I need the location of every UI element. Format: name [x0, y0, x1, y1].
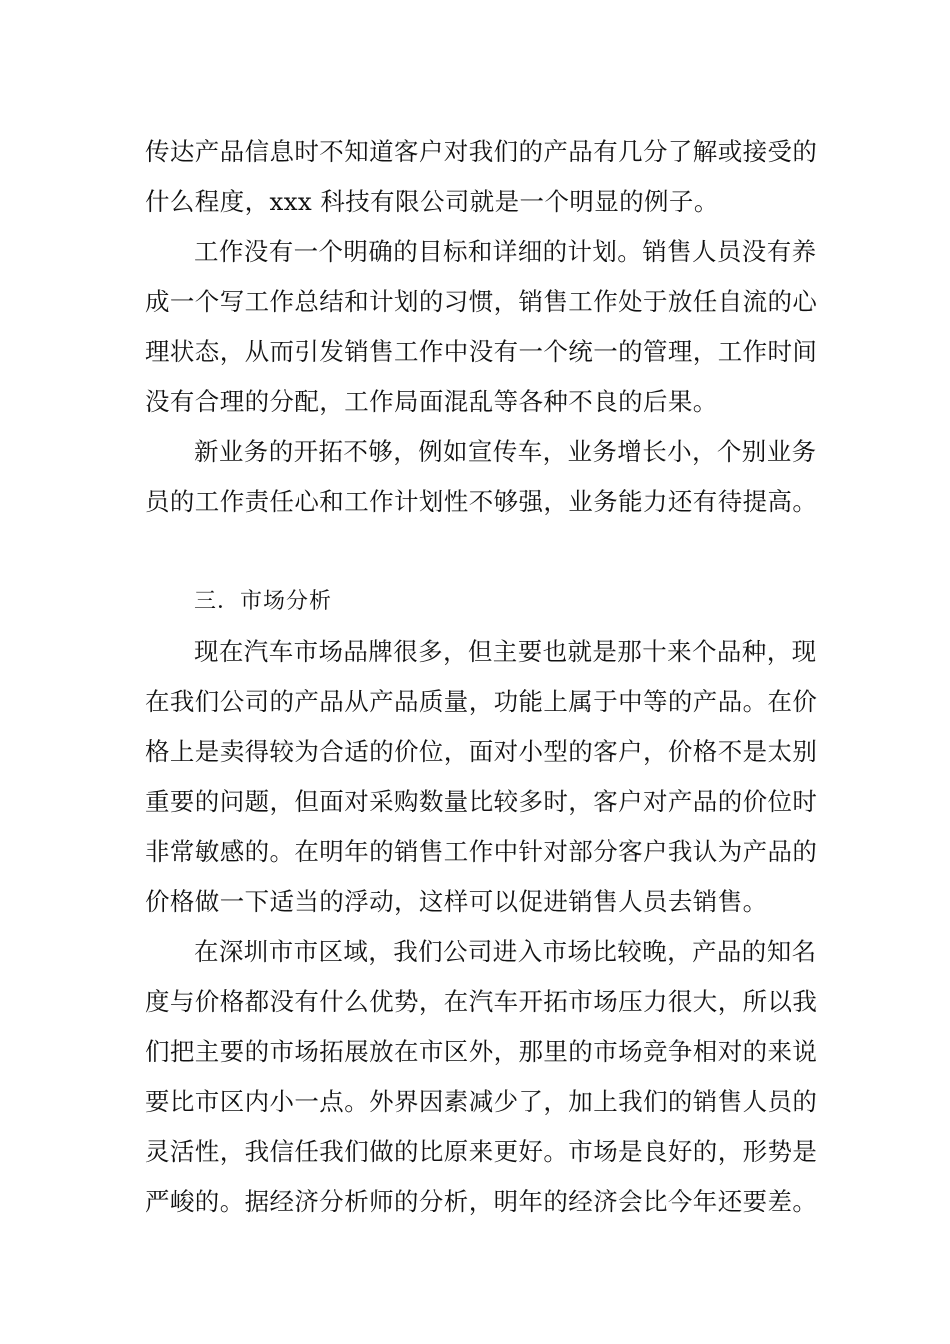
- paragraph-2-line-2: 成一个写工作总结和计划的习惯，销售工作处于放任自流的心: [145, 287, 818, 316]
- paragraph-4-line-2: 在我们公司的产品从产品质量，功能上属于中等的产品。在价: [145, 687, 818, 716]
- paragraph-5-line-1: 在深圳市市区域，我们公司进入市场比较晚，产品的知名: [194, 937, 817, 966]
- paragraph-4-line-1: 现在汽车市场品牌很多，但主要也就是那十来个品种，现: [194, 637, 817, 666]
- paragraph-1-line-1: 传达产品信息时不知道客户对我们的产品有几分了解或接受的: [145, 137, 818, 166]
- paragraph-2-line-4: 没有合理的分配，工作局面混乱等各种不良的后果。: [145, 387, 718, 416]
- paragraph-2-line-3: 理状态，从而引发销售工作中没有一个统一的管理，工作时间: [145, 337, 818, 366]
- paragraph-4-line-3: 格上是卖得较为合适的价位，面对小型的客户，价格不是太别: [145, 737, 818, 766]
- paragraph-5-line-4: 要比市区内小一点。外界因素减少了，加上我们的销售人员的: [145, 1087, 818, 1116]
- paragraph-5-line-6: 严峻的。据经济分析师的分析，明年的经济会比今年还要差。: [145, 1187, 818, 1216]
- paragraph-4-line-5: 非常敏感的。在明年的销售工作中针对部分客户我认为产品的: [145, 837, 818, 866]
- paragraph-2-line-1: 工作没有一个明确的目标和详细的计划。销售人员没有养: [194, 237, 817, 266]
- paragraph-3-line-2: 员的工作责任心和工作计划性不够强，业务能力还有待提高。: [145, 487, 818, 516]
- paragraph-5-line-5: 灵活性，我信任我们做的比原来更好。市场是良好的，形势是: [145, 1137, 818, 1166]
- paragraph-5-line-3: 们把主要的市场拓展放在市区外，那里的市场竞争相对的来说: [145, 1037, 818, 1066]
- paragraph-4-line-4: 重要的问题，但面对采购数量比较多时，客户对产品的价位时: [145, 787, 818, 816]
- section-heading: 三．市场分析: [194, 589, 333, 614]
- paragraph-3-line-1: 新业务的开拓不够，例如宣传车，业务增长小，个别业务: [194, 437, 817, 466]
- paragraph-1-line-2: 什么程度，xxx 科技有限公司就是一个明显的例子。: [145, 187, 719, 216]
- paragraph-5-line-2: 度与价格都没有什么优势，在汽车开拓市场压力很大，所以我: [145, 987, 818, 1016]
- paragraph-4-line-6: 价格做一下适当的浮动，这样可以促进销售人员去销售。: [145, 887, 768, 916]
